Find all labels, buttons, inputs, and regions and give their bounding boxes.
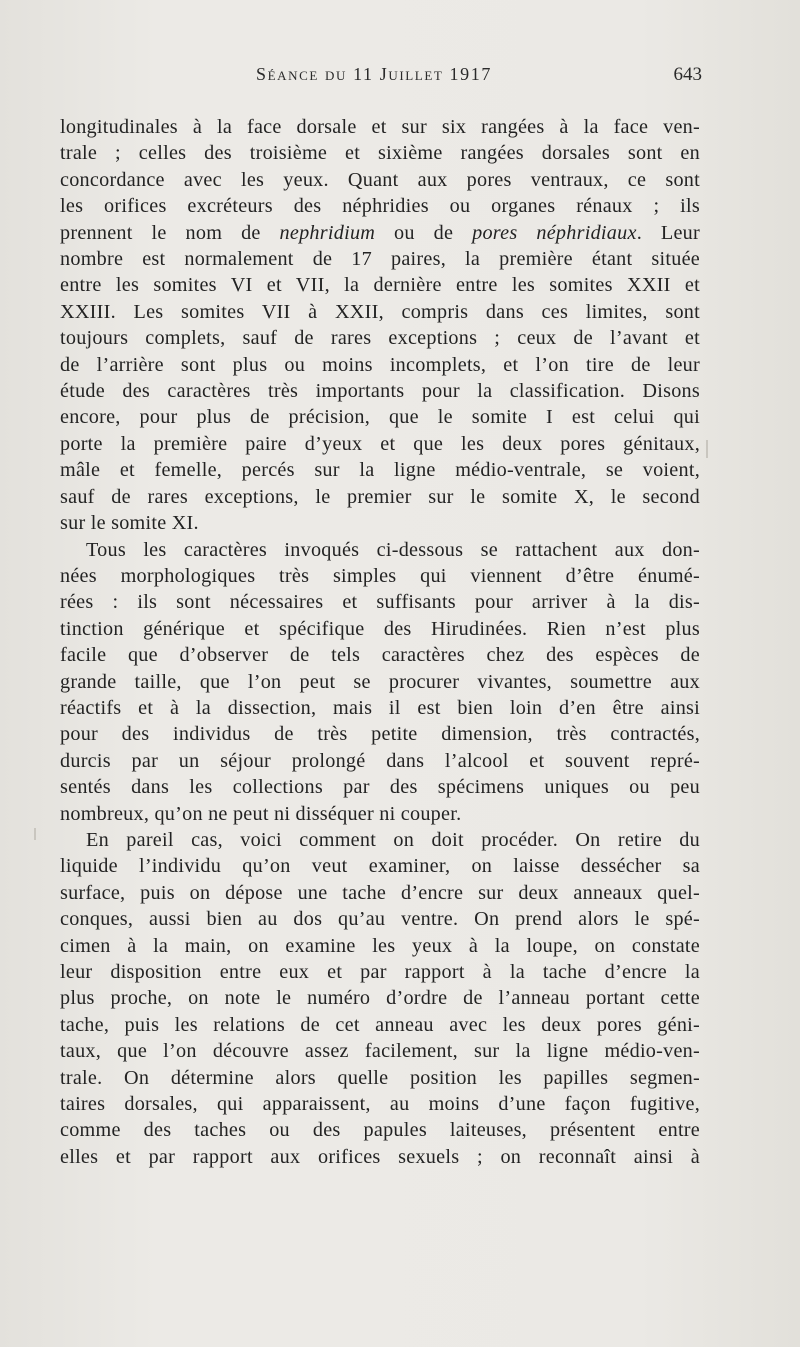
running-head: Séance du 11 Juillet 1917 — [256, 64, 492, 84]
text-line: encore, pour plus de précision, que le somite I est celui qui — [60, 406, 700, 429]
text-line: sauf de rares exceptions, le premier sur le somite X, le second — [60, 485, 700, 508]
page-header — [60, 64, 702, 92]
page-number: 643 — [673, 64, 702, 85]
text-line: réactifs et à la dissection, mais il est bien loin d’en être ainsi — [60, 696, 700, 719]
text-line: nombre est normalement de 17 paires, la première étant située — [60, 248, 700, 271]
text-line: XXIII. Les somites VII à XXII, compris dans ces limites, sont — [60, 300, 700, 323]
text-line: entre les somites VI et VII, la dernière entre les somites XXII et — [60, 274, 700, 297]
italic-term: pores néphridiaux — [472, 221, 637, 244]
text-line: trale ; celles des troisième et sixième rangées dorsales sont en — [60, 142, 700, 165]
text-line: nées morphologiques très simples qui viennent d’être énumé- — [60, 564, 700, 587]
text-line: surface, puis on dépose une tache d’encre sur deux anneaux quel- — [60, 881, 700, 904]
text-line: mâle et femelle, percés sur la ligne médio-ventrale, se voient, — [60, 459, 700, 482]
text-line: porte la première paire d’yeux et que les deux pores génitaux, — [60, 432, 700, 455]
text-line: elles et par rapport aux orifices sexuels ; on reconnaît ainsi à — [60, 1145, 700, 1168]
text-line: pour des individus de très petite dimension, très contractés, — [60, 723, 700, 746]
margin-mark — [34, 828, 36, 840]
text-line: taux, que l’on découvre assez facilement, sur la ligne médio-ven- — [60, 1040, 700, 1063]
text-line: toujours complets, sauf de rares exceptions ; ceux de l’avant et — [60, 327, 700, 350]
text-line: durcis par un séjour prolongé dans l’alcool et souvent repré- — [60, 749, 700, 772]
text-line: longitudinales à la face dorsale et sur six rangées à la face ven- — [60, 116, 700, 138]
text-line: facile que d’observer de tels caractères chez des espèces de — [60, 644, 700, 667]
text-run: ou de — [375, 221, 473, 244]
text-line: étude des caractères très importants pour la classification. Disons — [60, 380, 700, 403]
text-run: prennent le nom de — [60, 221, 280, 244]
text-run: . Leur — [636, 221, 701, 244]
text-line: sur le somite XI. — [60, 512, 199, 535]
text-line: comme des taches ou des papules laiteuses, présentent entre — [60, 1119, 700, 1142]
margin-mark — [706, 440, 708, 458]
paragraph — [60, 827, 700, 1170]
text-line: sentés dans les collections par des spécimens uniques ou peu — [60, 776, 700, 799]
paragraph — [60, 537, 700, 827]
text-line: nombreux, qu’on ne peut ni disséquer ni couper. — [60, 802, 462, 825]
text-line: En pareil cas, voici comment on doit procéder. On retire du — [86, 828, 700, 851]
text-line: rées : ils sont nécessaires et suffisants pour arriver à la dis- — [60, 591, 700, 614]
paragraph — [60, 114, 700, 537]
text-line: concordance avec les yeux. Quant aux pores ventraux, ce sont — [60, 168, 700, 191]
text-line: tinction générique et spécifique des Hirudinées. Rien n’est plus — [60, 617, 700, 640]
text-line: trale. On détermine alors quelle position les papilles segmen- — [60, 1066, 700, 1089]
italic-term: nephridium — [279, 221, 376, 244]
text-line: leur disposition entre eux et par rapport à la tache d’encre la — [60, 961, 700, 983]
text-line: tache, puis les relations de cet anneau avec les deux pores géni- — [60, 1013, 700, 1036]
text-line: taires dorsales, qui apparaissent, au moins d’une façon fugitive, — [60, 1093, 700, 1116]
text-line: plus proche, on note le numéro d’ordre de l’anneau portant cette — [60, 987, 700, 1010]
text-line — [60, 220, 700, 246]
text-line: de l’arrière sont plus ou moins incomplets, et l’on tire de leur — [60, 353, 700, 376]
body-text — [60, 114, 700, 1170]
text-line: liquide l’individu qu’on veut examiner, on laisse dessécher sa — [60, 855, 700, 878]
text-line: grande taille, que l’on peut se procurer vivantes, soumettre aux — [60, 670, 700, 693]
text-line: cimen à la main, on examine les yeux à la loupe, on constate — [60, 934, 700, 957]
text-line: les orifices excréteurs des néphridies ou organes rénaux ; ils — [60, 195, 700, 218]
text-line: Tous les caractères invoqués ci-dessous se rattachent aux don- — [86, 538, 700, 561]
text-line: conques, aussi bien au dos qu’au ventre. On prend alors le spé- — [60, 908, 700, 931]
